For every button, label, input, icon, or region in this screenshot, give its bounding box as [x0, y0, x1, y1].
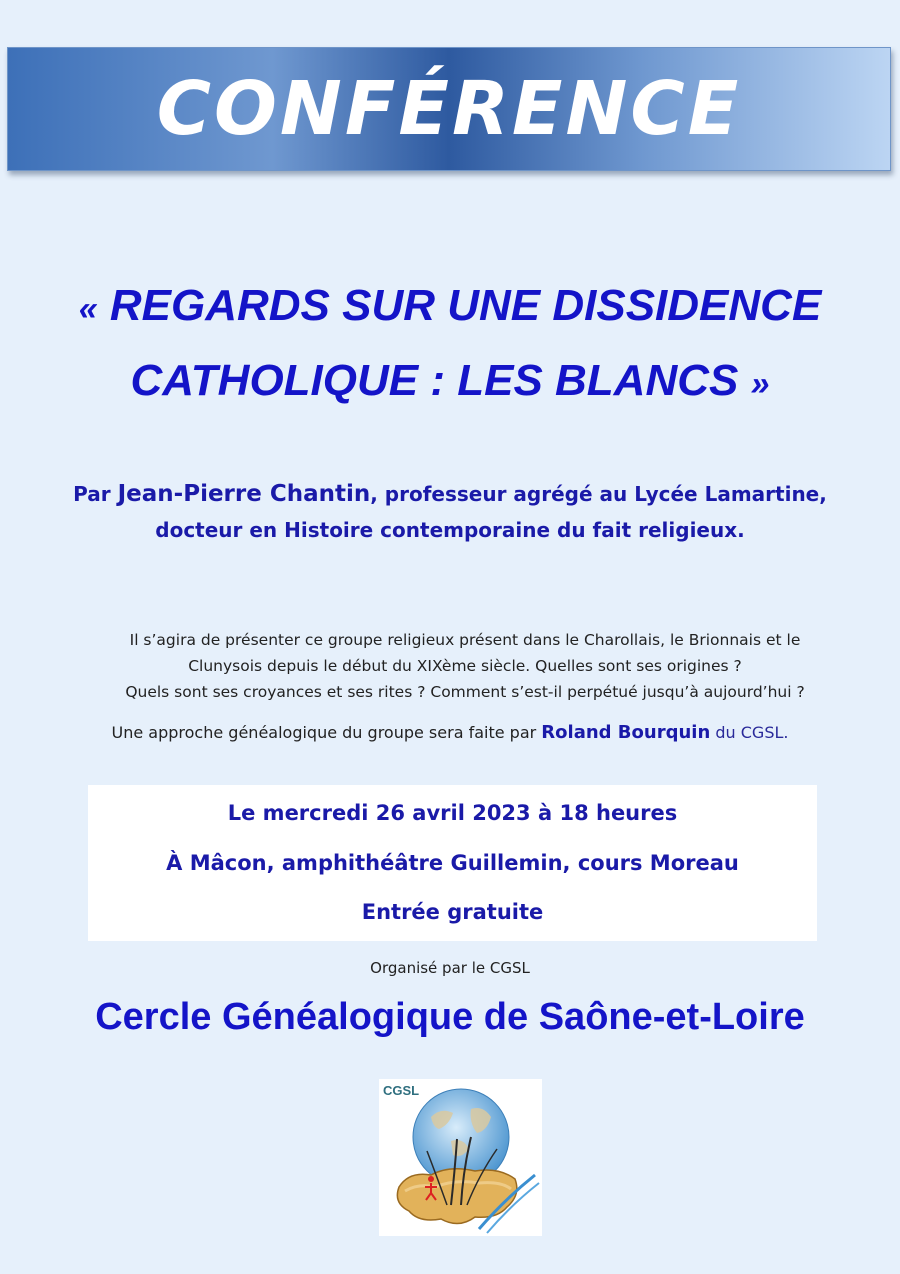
organizer-label: Organisé par le CGSL [370, 959, 530, 977]
title-line-2 [0, 345, 900, 420]
speaker-role: , professeur agrégé au Lycée Lamartine, [370, 482, 827, 506]
globe-map-emblem [379, 1079, 542, 1236]
approach-org: du CGSL. [715, 723, 789, 742]
banner-title: CONFÉRENCE [156, 66, 742, 152]
speaker-prefix: Par [73, 482, 111, 506]
speaker-line-2: docteur en Histoire contemporaine du fait religieux. [155, 518, 745, 542]
conference-title [0, 270, 900, 420]
organizer-name: Cercle Généalogique de Saône-et-Loire [95, 996, 805, 1038]
logo-text: CGSL [383, 1083, 420, 1098]
description-line-3: Quels sont ses croyances et ses rites ? Comment s’est-il perpétué jusqu’à aujourd’hui ? [125, 683, 805, 701]
speaker-line-1 [0, 476, 900, 512]
event-price: Entrée gratuite [361, 900, 544, 924]
approach-person: Roland Bourquin [541, 722, 711, 743]
approach-text: Une approche généalogique du groupe sera faite par [111, 723, 537, 742]
description-line-2: Clunysois depuis le début du XIXème siècle. Quelles sont ses origines ? [188, 657, 742, 675]
close-quote: » [750, 365, 770, 403]
speaker-name: Jean-Pierre Chantin [117, 481, 371, 507]
title-line-1 [0, 270, 900, 345]
event-place: À Mâcon, amphithéâtre Guillemin, cours Moreau [166, 851, 739, 875]
title-line-1-text: REGARDS SUR UNE DISSIDENCE [109, 281, 822, 330]
title-line-2-text: CATHOLIQUE : LES BLANCS [130, 356, 739, 405]
event-date: Le mercredi 26 avril 2023 à 18 heures [227, 801, 678, 825]
description-line-1: Il s’agira de présenter ce groupe religieux présent dans le Charollais, le Brionnais et le [129, 631, 801, 649]
cgsl-logo [379, 1079, 542, 1236]
description [70, 627, 860, 705]
event-info-box [88, 785, 817, 941]
speaker-block [0, 476, 900, 548]
approach-line [0, 722, 900, 743]
open-quote: « [78, 290, 98, 328]
conference-banner [7, 47, 891, 171]
